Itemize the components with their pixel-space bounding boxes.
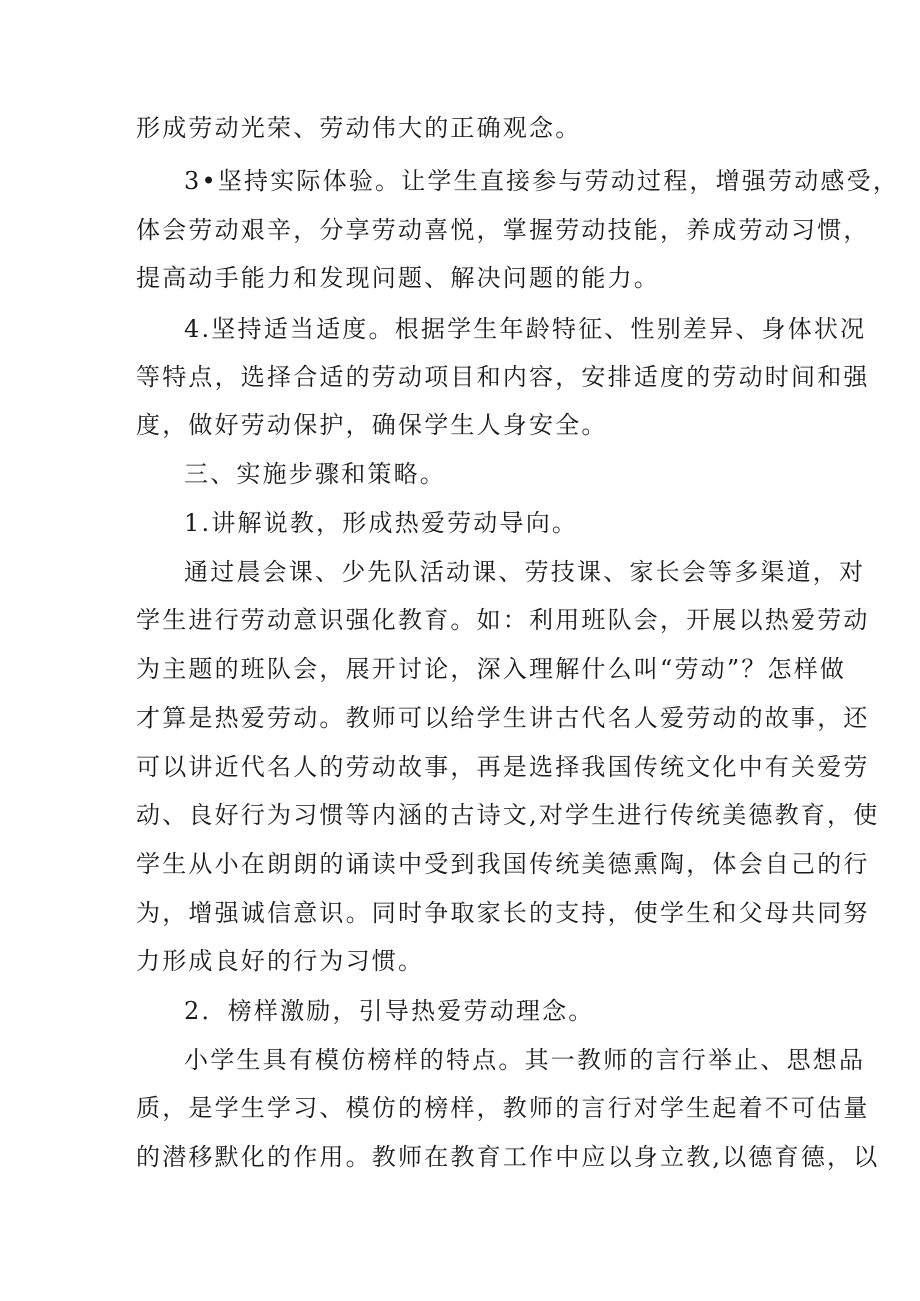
text-line: 小学生具有模仿榜样的特点。其一教师的言行举止、思想品: [184, 1046, 866, 1074]
text-line: 可以讲近代名人的劳动故事，再是选择我国传统文化中有关爱劳: [136, 753, 870, 781]
subsection-heading: 1.讲解说教，形成热爱劳动导向。: [184, 509, 579, 537]
text-line: 学生进行劳动意识强化教育。如：利用班队会，开展以热爱劳动: [136, 606, 870, 634]
text-line: 通过晨会课、少先队活动课、劳技课、家长会等多渠道，对: [184, 558, 866, 586]
subsection-heading: 2．榜样激励，引导热爱劳动理念。: [184, 997, 595, 1025]
text-line: 形成劳动光荣、劳动伟大的正确观念。: [136, 114, 582, 142]
text-line: 为，增强诚信意识。同时争取家长的支持，使学生和父母共同努: [136, 899, 870, 927]
text-line: 体会劳动艰辛，分享劳动喜悦，掌握劳动技能，养成劳动习惯，: [136, 216, 870, 244]
text-line: 等特点，选择合适的劳动项目和内容，安排适度的劳动时间和强: [136, 363, 870, 391]
text-line: 3•坚持实际体验。让学生直接参与劳动过程，增强劳动感受，: [184, 167, 900, 195]
text-line: 提高动手能力和发现问题、解决问题的能力。: [136, 264, 660, 292]
text-line: 力形成良好的行为习惯。: [136, 947, 425, 975]
section-heading: 三、实施步骤和策略。: [184, 460, 446, 488]
text-line: 4.坚持适当适度。根据学生年龄特征、性别差异、身体状况: [184, 315, 867, 343]
text-line: 质，是学生学习、模仿的榜样，教师的言行对学生起着不可估量: [136, 1094, 870, 1122]
text-line: 动、良好行为习惯等内涵的古诗文,对学生进行传统美德教育，使: [136, 801, 880, 829]
text-line: 才算是热爱劳动。教师可以给学生讲古代名人爱劳动的故事，还: [136, 704, 870, 732]
text-line: 的潜移默化的作用。教师在教育工作中应以身立教,以德育德，以: [136, 1143, 880, 1171]
text-line: 为主题的班队会，展开讨论，深入理解什么叫“劳动”？怎样做: [136, 655, 847, 683]
text-line: 度，做好劳动保护，确保学生人身安全。: [136, 411, 608, 439]
text-line: 学生从小在朗朗的诵读中受到我国传统美德熏陶，体会自己的行: [136, 850, 870, 878]
